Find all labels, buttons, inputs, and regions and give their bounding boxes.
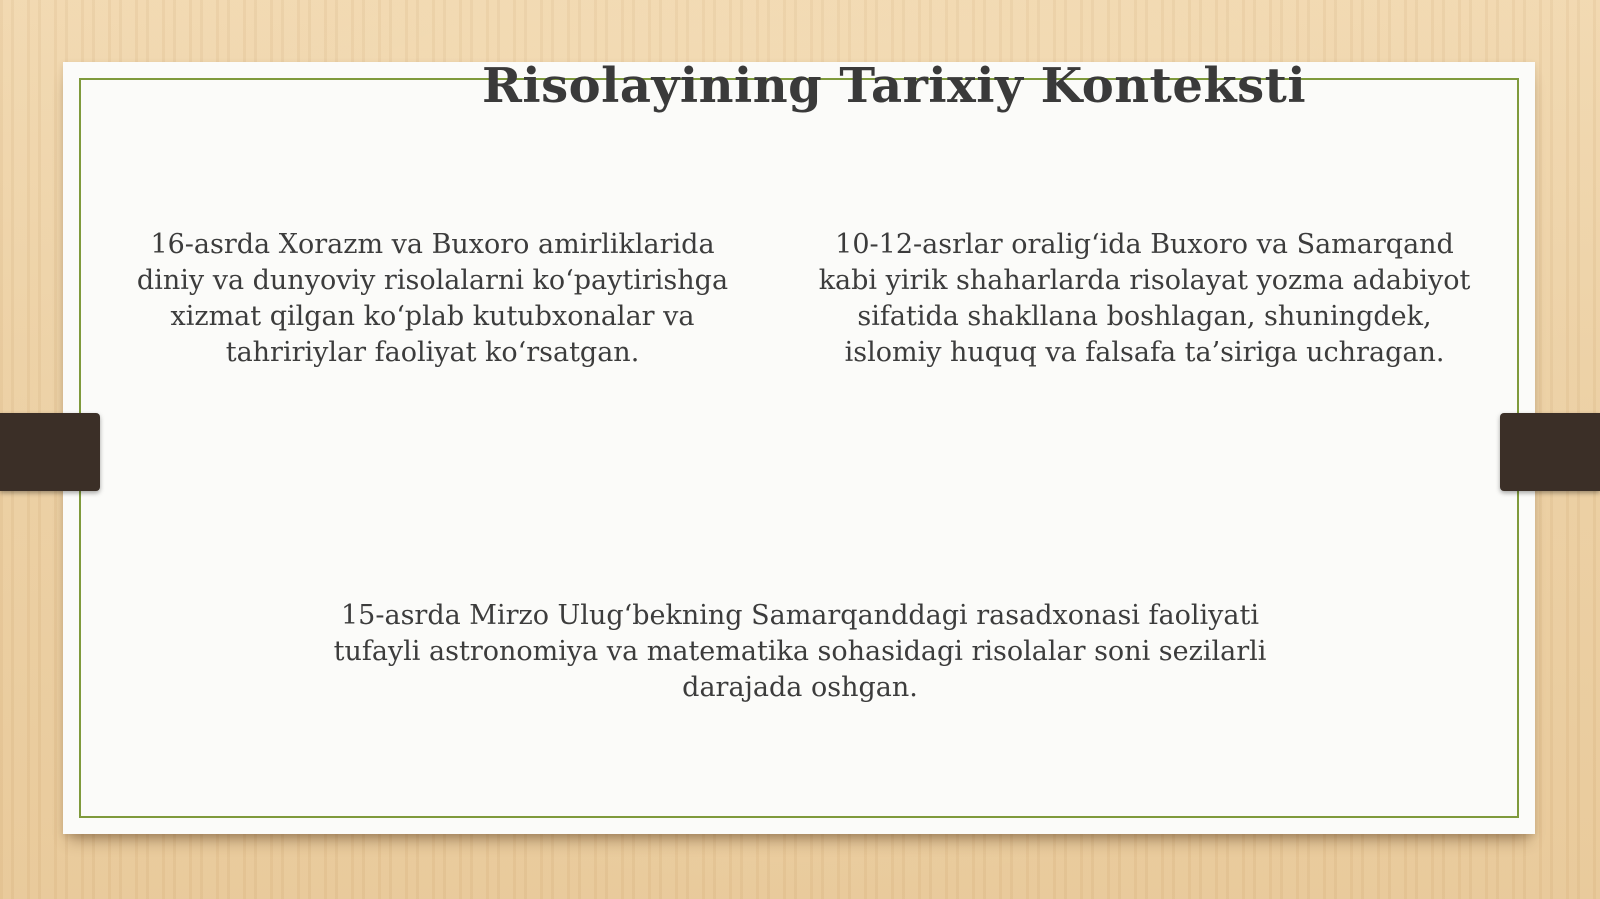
slide-card (63, 62, 1535, 834)
slide-title: Risolayining Tarixiy Konteksti (481, 58, 1307, 114)
text-block-10-12th-century: 10-12-asrlar oralig‘ida Buxoro va Samarqand kabi yirik shaharlarda risolayat yozma adabiyot sifatida shakllana boshlagan, shuningdek, islomiy huquq va falsafa ta’siriga uchragan. (818, 229, 1471, 368)
text-block-16th-century: 16-asrda Xorazm va Buxoro amirliklarida diniy va dunyoviy risolalarni ko‘paytirishga xizmat qilgan ko‘plab kutubxonalar va tahririylar faoliyat ko‘rsatgan. (136, 229, 729, 368)
slide-inner-frame (79, 78, 1519, 818)
right-binder-tab (1500, 413, 1600, 491)
text-block-15th-century: 15-asrda Mirzo Ulug‘bekning Samarqanddagi rasadxonasi faoliyati tufayli astronomiya va matematika sohasidagi risolalar soni sezilarli darajada oshgan. (333, 600, 1267, 703)
left-binder-tab (0, 413, 100, 491)
